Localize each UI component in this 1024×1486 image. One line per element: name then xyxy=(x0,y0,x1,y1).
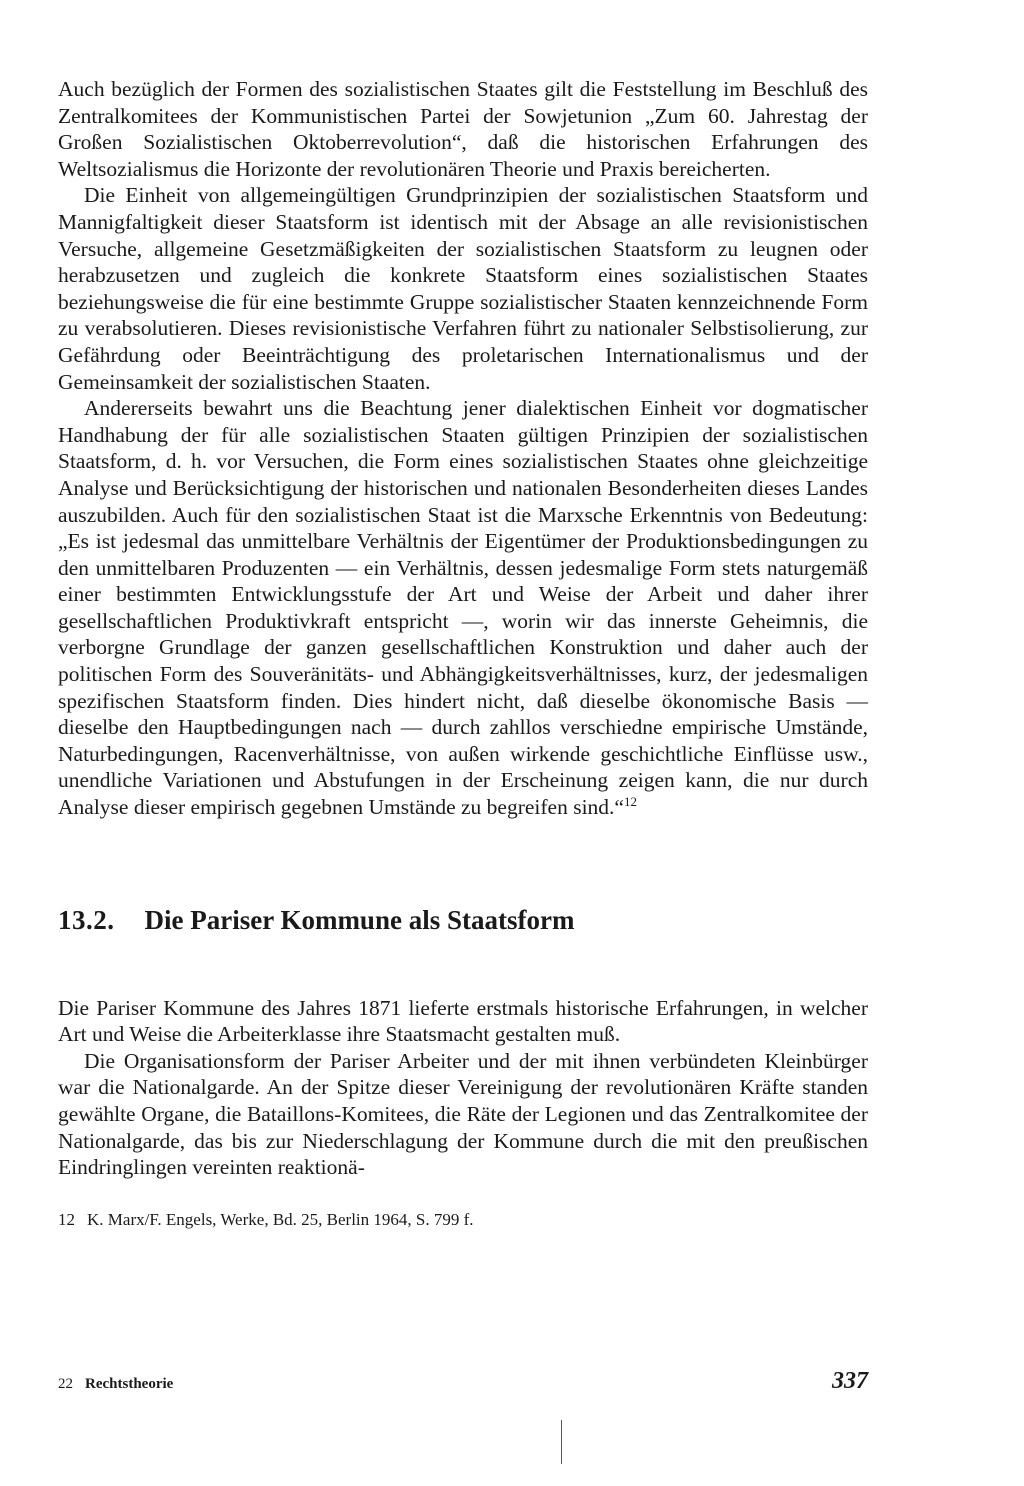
section-paragraph-2: Die Organisationsform der Pariser Arbeiter und der mit ihnen verbündeten Kleinbürger war die Nationalgarde. An der Spitze dieser Vereinigung der revolutionären Kräfte standen gewählte Organe, die Bataillons-Komitees, die Räte der Legionen und das Zentralkomitee der Nationalgarde, das bis zur Niederschlagung der Kommune durch die mit den preußischen Eindringlingen vereinten reaktionä- xyxy=(58,1048,868,1180)
printer-signature xyxy=(58,1376,173,1393)
section-number: 13.2. xyxy=(58,904,115,935)
signature-text: Rechtstheorie xyxy=(85,1376,174,1392)
page-content xyxy=(58,76,868,1231)
body-paragraph-3 xyxy=(58,395,868,821)
footnote xyxy=(58,1209,868,1231)
section-heading xyxy=(58,903,868,937)
page-number: 337 xyxy=(832,1368,868,1394)
section-title: Die Pariser Kommune als Staatsform xyxy=(144,904,575,935)
footnote-text: K. Marx/F. Engels, Werke, Bd. 25, Berlin 1964, S. 799 f. xyxy=(87,1209,474,1229)
body-paragraph-3-text: Andererseits bewahrt uns die Beachtung jener dialektischen Einheit vor dogmatischer Handhabung der für alle sozialistischen Staaten gültigen Prinzipien der sozialistischen Staatsform, d. h. vor Versuchen, die Form eines sozialistischen Staates ohne gleichzeitige Analyse und Berücksichtigung der historischen und nationalen Besonderheiten dieses Landes auszubilden. Auch für den sozialistischen Staat ist die Marxsche Erkenntnis von Bedeutung: „Es ist jedesmal das unmittelbare Verhältnis der Eigentümer der Produktionsbedingungen zu den unmittelbaren Produzenten — ein Verhältnis, dessen jedesmalige Form stets naturgemäß einer bestimmten Entwicklungsstufe der Art und Weise der Arbeit und daher ihrer gesellschaftlichen Produktivkraft entspricht —, worin wir das innerste Geheimnis, die verborgne Grundlage der ganzen gesellschaftlichen Konstruktion und daher auch der politischen Form des Souveränitäts- und Abhängigkeitsverhältnisses, kurz, der jedesmaligen spezifischen Staatsform finden. Dies hindert nicht, daß dieselbe ökonomische Basis — dieselbe den Hauptbedingungen nach — durch zahllos verschiedne empirische Umstände, Naturbedingungen, Racenverhältnisse, von außen wirkende geschichtliche Einflüsse usw., unendliche Variationen und Abstufungen in der Erscheinung zeigen kann, die nur durch Analyse dieser empirisch gegebnen Umstände zu begreifen sind.“ xyxy=(58,396,868,820)
body-paragraph-1: Auch bezüglich der Formen des sozialistischen Staates gilt die Feststellung im Beschluß des Zentralkomitees der Kommunistischen Partei der Sowjetunion „Zum 60. Jahrestag der Großen Sozialistischen Oktoberrevolution“, daß die historischen Erfahrungen des Weltsozialismus die Horizonte der revolutionären Theorie und Praxis bereicherten. xyxy=(58,77,868,181)
footnote-reference[interactable]: 12 xyxy=(623,793,637,809)
footnote-number: 12 xyxy=(58,1209,75,1229)
scan-artifact-line xyxy=(561,1420,562,1464)
signature-number: 22 xyxy=(58,1376,73,1392)
body-paragraph-2: Die Einheit von allgemeingültigen Grundprinzipien der sozialistischen Staatsform und Mannigfaltigkeit dieser Staatsform ist identisch mit der Absage an alle revisionistischen Versuche, allgemeine Gesetzmäßigkeiten der sozialistischen Staatsform zu leugnen oder herabzusetzen und zugleich die konkrete Staatsform eines sozialistischen Staates beziehungsweise die für eine bestimmte Gruppe sozialistischer Staaten kennzeichnende Form zu verabsolutieren. Dieses revisionistische Verfahren führt zu nationaler Selbstisolierung, zur Gefährdung oder Beeinträchtigung des proletarischen Internationalismus und der Gemeinsamkeit der sozialistischen Staaten. xyxy=(58,183,868,394)
section-paragraph-1: Die Pariser Kommune des Jahres 1871 lieferte erstmals historische Erfahrungen, in welcher Art und Weise die Arbeiterklasse ihre Staatsmacht gestalten muß. xyxy=(58,995,868,1047)
page-footer xyxy=(58,1368,868,1395)
section-body xyxy=(58,995,868,1181)
